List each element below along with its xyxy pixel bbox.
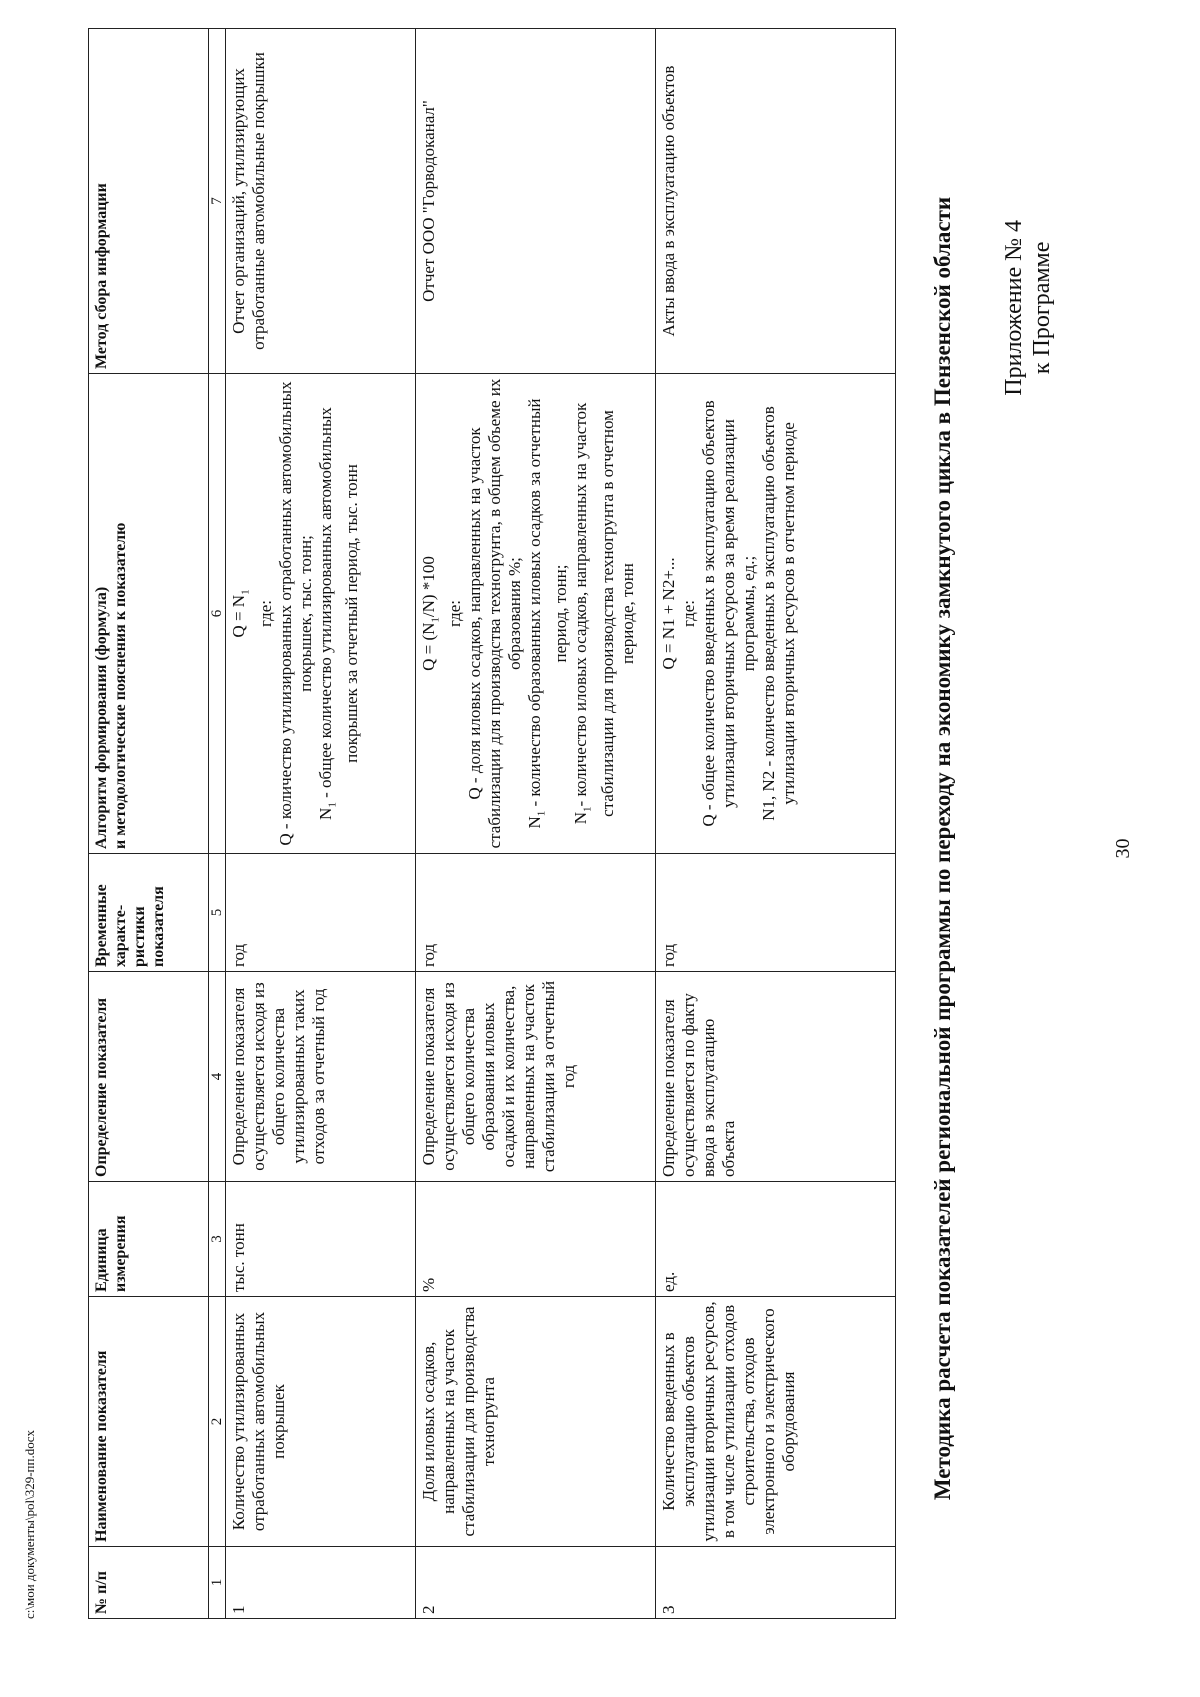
row-time: год <box>415 854 655 972</box>
var-text: - общее количество утилизированных автомобильных покрышек за отчетный период, тыс. тонн <box>315 407 362 803</box>
var-sub: 1 <box>535 810 548 817</box>
row-num: 3 <box>655 1547 895 1619</box>
row-num: 2 <box>415 1547 655 1619</box>
appendix-label <box>1000 220 1056 396</box>
explanation-2 <box>525 378 571 849</box>
var-name: N <box>525 816 545 829</box>
explanation-3 <box>571 378 637 849</box>
col-number: 7 <box>209 29 226 374</box>
header-name: Наименование показателя <box>89 1297 209 1547</box>
row-algorithm <box>226 374 415 854</box>
var-sub: 1 <box>326 802 339 808</box>
explanation-1: Q - количество утилизированных отработанных автомобильных покрышек, тыс. тонн; <box>275 381 315 846</box>
header-unit: Единица измерения <box>89 1182 209 1297</box>
table-header-row <box>89 29 209 1619</box>
formula-text-end: /N) *100 <box>418 556 438 618</box>
explanation-2: N1, N2 - количество введенных в эксплуатацию объектов утилизации вторичных ресурсов в отчетном периоде <box>758 406 798 821</box>
header-method: Метод сбора информации <box>89 29 209 374</box>
column-number-row <box>209 29 226 1619</box>
file-path-footer: c:\мои документы\pol\329-пп.docx <box>22 1430 37 1619</box>
appendix-line-2: к Программе <box>1029 241 1055 375</box>
var-text: - количество образованных иловых осадков за отчетный период, тонн; <box>525 398 571 811</box>
header-num: № п/п <box>89 1547 209 1619</box>
formula-sub: 1 <box>239 589 252 595</box>
formula-text: Q = N <box>229 594 249 638</box>
where-label: где: <box>445 599 465 628</box>
row-definition: Определение показателя осуществляется исходя из общего количества утилизированных таких отходов за отчетный год <box>226 972 415 1182</box>
col-number: 4 <box>209 972 226 1182</box>
where-label: где: <box>678 599 698 628</box>
var-text: - количество иловых осадков, направленных на участок стабилизации для производства техногрунта в отчетном периоде, тонн <box>571 402 637 817</box>
row-name: Доля иловых осадков, направленных на участок стабилизации для производства техногрунта <box>415 1297 655 1547</box>
col-number: 2 <box>209 1297 226 1547</box>
row-method: Отчет ООО "Горводоканал" <box>415 29 655 374</box>
explanation-2 <box>316 378 362 849</box>
row-num: 1 <box>226 1547 415 1619</box>
col-number: 1 <box>209 1547 226 1619</box>
explanation-1: Q - доля иловых осадков, направленных на участок стабилизации для производства техногрунта, в общем объеме их образования %; <box>465 378 525 849</box>
row-unit: % <box>415 1182 655 1297</box>
document-title: Методика расчета показателей региональной программы по переходу на экономику замкнутого цикла в Пензенской области <box>930 196 955 1501</box>
formula-sub: 1 <box>429 617 442 623</box>
table-row <box>655 29 895 1619</box>
col-number: 5 <box>209 854 226 972</box>
methodology-table <box>88 28 896 1619</box>
row-time: год <box>655 854 895 972</box>
formula <box>419 378 445 849</box>
table-row <box>226 29 415 1619</box>
row-definition: Определение показателя осуществляется исходя из общего количества образования иловых осадкой и их количества, направленных на участок стабилизации за отчетный год <box>415 972 655 1182</box>
appendix-line-1: Приложение № 4 <box>1001 220 1027 396</box>
header-algorithm-line-1: Алгоритм формирования (формула) <box>93 586 110 849</box>
col-number: 3 <box>209 1182 226 1297</box>
formula-text: Q = (N <box>418 622 438 671</box>
row-name: Количество утилизированных отработанных автомобильных покрышек <box>226 1297 415 1547</box>
header-definition: Определение показателя <box>89 972 209 1182</box>
row-unit: тыс. тонн <box>226 1182 415 1297</box>
explanation-1: Q - общее количество введенных в эксплуатацию объектов утилизации вторичных ресурсов за время реализации программы, ед.; <box>698 400 758 827</box>
table-row <box>415 29 655 1619</box>
var-sub: 1 <box>581 806 594 812</box>
page-number: 30 <box>1112 838 1134 859</box>
row-unit: ед. <box>655 1182 895 1297</box>
row-method: Отчет организаций, утилизирующих отработанные автомобильные покрышки <box>226 29 415 374</box>
where-label: где: <box>255 599 275 628</box>
row-algorithm <box>415 374 655 854</box>
row-definition: Определение показателя осуществляется по факту ввода в эксплуатацию объекта <box>655 972 895 1182</box>
header-time: Временные характе-ристики показателя <box>89 854 209 972</box>
var-name: N <box>571 811 591 825</box>
row-method: Акты ввода в эксплуатацию объектов <box>655 29 895 374</box>
formula: Q = N1 + N2+... <box>658 557 678 670</box>
header-algorithm <box>89 374 209 854</box>
header-algorithm-line-2: и методологические пояснения к показателю <box>112 522 129 849</box>
row-time: год <box>226 854 415 972</box>
col-number: 6 <box>209 374 226 854</box>
formula <box>229 378 255 849</box>
row-name: Количество введенных в эксплуатацию объектов утилизации вторичных ресурсов, в том числе утилизации отходов строительства, отходов электронного и электрического оборудования <box>655 1297 895 1547</box>
row-algorithm <box>655 374 895 854</box>
var-name: N <box>315 807 335 820</box>
